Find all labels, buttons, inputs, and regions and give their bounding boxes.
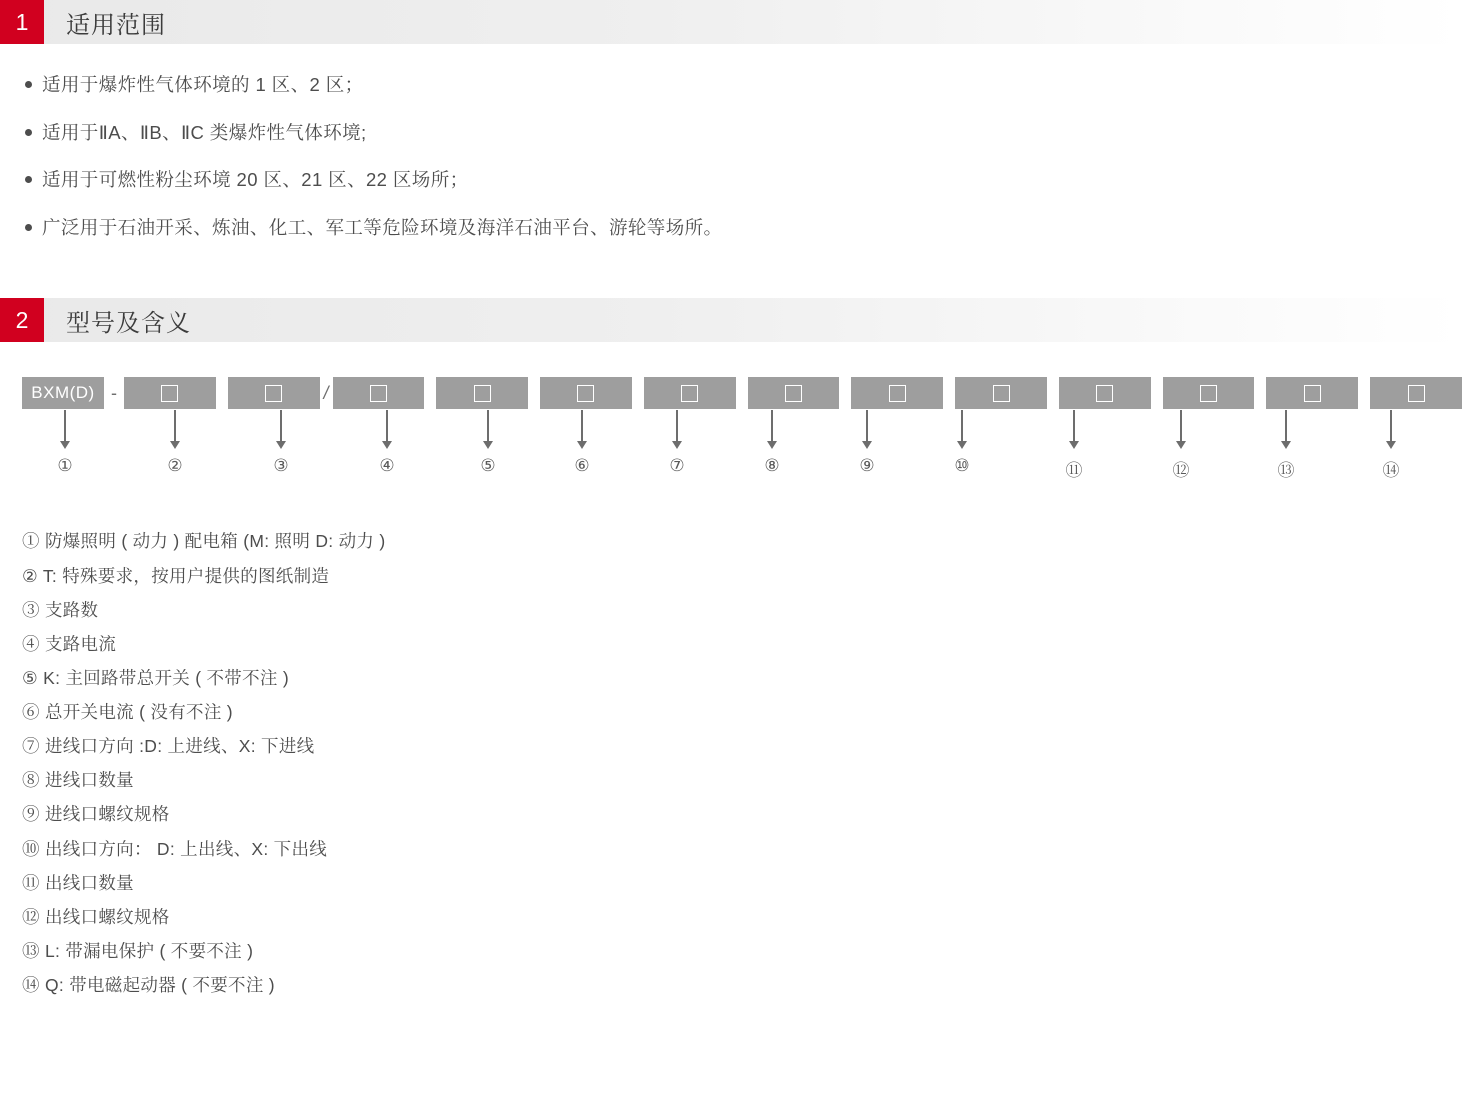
model-code-box xyxy=(540,377,632,409)
model-code-box xyxy=(436,377,528,409)
section-title: 型号及含义 xyxy=(66,309,191,337)
legend-item: ⑫ 出线口螺纹规格 xyxy=(22,906,170,927)
list-item xyxy=(0,118,1462,148)
legend-item: ⑨ 进线口螺纹规格 xyxy=(22,804,170,825)
arrow-down-icon xyxy=(1073,410,1075,442)
model-code-box xyxy=(1370,377,1462,409)
legend-item: ④ 支路电流 xyxy=(22,633,117,654)
arrow-down-icon xyxy=(386,410,388,442)
code-index-marker: ⑥ xyxy=(574,456,590,476)
arrow-down-icon xyxy=(487,410,489,442)
legend-item: ③ 支路数 xyxy=(22,599,99,620)
square-box-icon xyxy=(370,385,387,402)
list-item-text: 适用于可燃性粉尘环境 20 区、21 区、22 区场所； xyxy=(42,169,469,191)
model-code-box xyxy=(1059,377,1151,409)
section-number-badge: 2 xyxy=(0,298,44,342)
section-header-scope xyxy=(0,0,1462,44)
square-box-icon xyxy=(993,385,1010,402)
square-box-icon xyxy=(265,385,282,402)
bullet-dot-icon xyxy=(25,224,32,231)
section-model-designation xyxy=(0,298,1462,1002)
arrow-down-icon xyxy=(280,410,282,442)
arrow-down-icon xyxy=(771,410,773,442)
code-index-marker: ⑤ xyxy=(480,456,496,476)
square-box-icon xyxy=(474,385,491,402)
section-header-model xyxy=(0,298,1462,342)
model-code-box xyxy=(851,377,943,409)
arrow-down-icon xyxy=(581,410,583,442)
list-item-text: 适用于ⅡA、ⅡB、ⅡC 类爆炸性气体环境; xyxy=(42,121,367,143)
arrow-down-icon xyxy=(866,410,868,442)
legend-item: ⑥ 总开关电流 ( 没有不注 ) xyxy=(22,702,233,722)
arrow-down-icon xyxy=(64,410,66,442)
model-code-arrow-row xyxy=(0,410,1462,456)
model-code-box xyxy=(333,377,425,409)
list-item xyxy=(0,70,1462,100)
legend-item: ⑪ 出线口数量 xyxy=(22,872,134,893)
section-number-badge: 1 xyxy=(0,0,44,44)
list-item xyxy=(0,165,1462,195)
bullet-dot-icon xyxy=(25,81,32,88)
arrow-down-icon xyxy=(1390,410,1392,442)
code-index-marker: ⑫ xyxy=(1172,461,1190,481)
square-box-icon xyxy=(1096,385,1113,402)
model-code-box xyxy=(748,377,840,409)
code-index-marker: ⑨ xyxy=(859,456,875,476)
code-index-marker: ③ xyxy=(273,456,289,476)
square-box-icon xyxy=(889,385,906,402)
code-index-marker: ⑬ xyxy=(1277,461,1295,481)
code-index-marker: ② xyxy=(167,456,183,476)
code-index-marker: ⑭ xyxy=(1382,461,1400,481)
legend-item: ② T: 特殊要求，按用户提供的图纸制造 xyxy=(22,565,330,586)
code-index-marker: ⑩ xyxy=(954,456,970,476)
list-item-text: 适用于爆炸性气体环境的 1 区、2 区； xyxy=(42,74,364,95)
code-index-marker: ⑦ xyxy=(669,456,685,476)
legend-item: ⑬ L: 带漏电保护 ( 不要不注 ) xyxy=(22,940,254,961)
model-code-legend xyxy=(22,524,1462,1002)
legend-item: ⑧ 进线口数量 xyxy=(22,770,134,791)
code-index-marker: ⑧ xyxy=(764,456,780,476)
bullet-dot-icon xyxy=(25,176,32,183)
square-box-icon xyxy=(785,385,802,402)
model-code-slash: / xyxy=(323,383,329,404)
square-box-icon xyxy=(577,385,594,402)
arrow-down-icon xyxy=(676,410,678,442)
section-title: 适用范围 xyxy=(66,11,166,39)
model-code-prefix: BXM(D) xyxy=(22,377,104,409)
square-box-icon xyxy=(1304,385,1321,402)
legend-item: ⑩ 出线口方向： D: 上出线、X: 下出线 xyxy=(22,838,328,859)
arrow-down-icon xyxy=(961,410,963,442)
legend-item: ⑦ 进线口方向 :D: 上进线、X: 下进线 xyxy=(22,736,315,757)
square-box-icon xyxy=(681,385,698,402)
square-box-icon xyxy=(1408,385,1425,402)
model-code-dash: - xyxy=(111,383,117,404)
arrow-down-icon xyxy=(1180,410,1182,442)
model-code-box xyxy=(955,377,1047,409)
code-index-marker: ④ xyxy=(379,456,395,476)
model-code-box xyxy=(124,377,216,409)
code-index-marker: ① xyxy=(57,456,73,476)
list-item xyxy=(0,213,1462,243)
scope-bullet-list xyxy=(0,44,1462,242)
model-code-box xyxy=(644,377,736,409)
model-code-index-row xyxy=(0,456,1462,490)
square-box-icon xyxy=(1200,385,1217,402)
model-code-box xyxy=(228,377,320,409)
model-code-row xyxy=(0,376,1462,410)
model-code-box xyxy=(1266,377,1358,409)
legend-item: ⑤ K: 主回路带总开关 ( 不带不注 ) xyxy=(22,667,289,688)
list-item-text: 广泛用于石油开采、炼油、化工、军工等危险环境及海洋石油平台、游轮等场所。 xyxy=(42,216,723,238)
code-index-marker: ⑪ xyxy=(1065,461,1083,481)
arrow-down-icon xyxy=(174,410,176,442)
square-box-icon xyxy=(161,385,178,402)
bullet-dot-icon xyxy=(25,129,32,136)
legend-item: ① 防爆照明 ( 动力 ) 配电箱 (M: 照明 D: 动力 ) xyxy=(22,531,386,552)
model-code-box xyxy=(1163,377,1255,409)
arrow-down-icon xyxy=(1285,410,1287,442)
legend-item: ⑭ Q: 带电磁起动器 ( 不要不注 ) xyxy=(22,975,275,995)
